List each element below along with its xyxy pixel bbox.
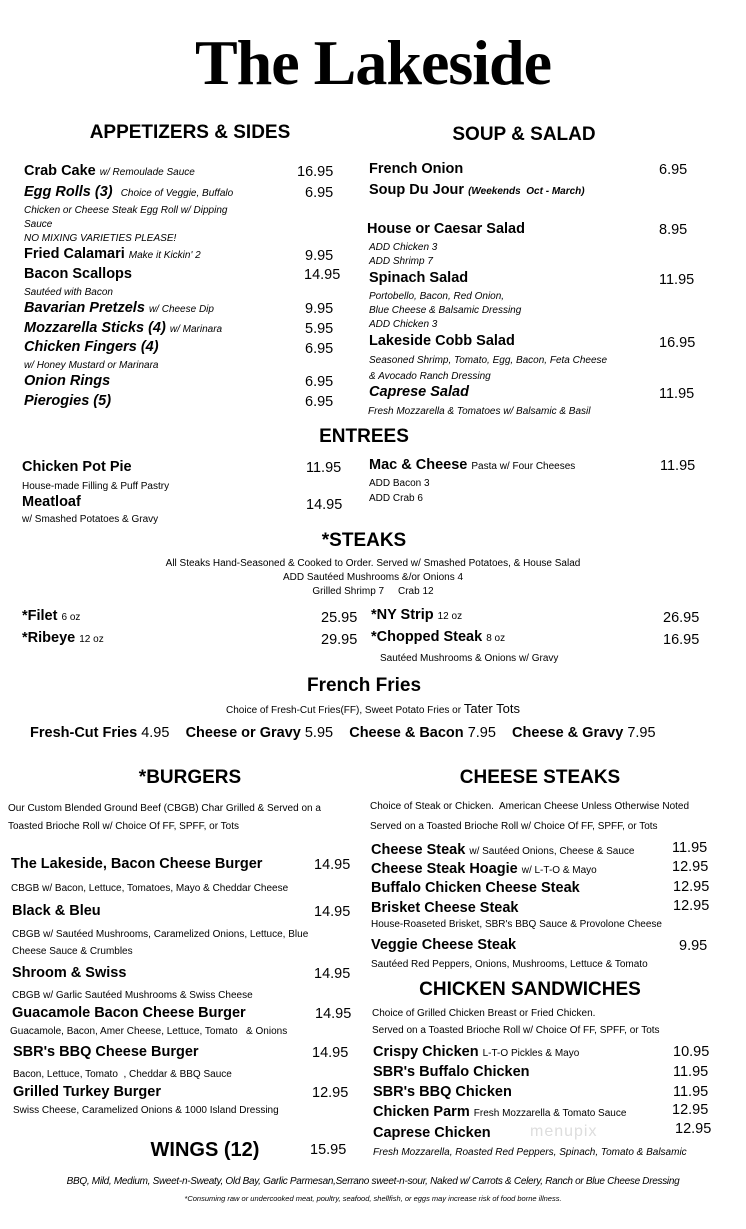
menu-item-desc: Sauce (24, 219, 53, 230)
fries-item-name: Cheese & Bacon (349, 725, 464, 741)
menu-item-desc: Sautéed Mushrooms & Onions w/ Gravy (380, 653, 559, 664)
menu-item-name: Spinach Salad (369, 270, 469, 286)
item-note: w/ Marinara (169, 324, 223, 335)
item-note: Fresh Mozzarella & Tomato Sauce (473, 1108, 627, 1119)
menu-item-price: 12.95 (672, 1102, 709, 1118)
menu-item-price: 11.95 (660, 458, 696, 474)
item-name-text: Chicken Parm (373, 1104, 470, 1120)
menu-item-name (24, 247, 201, 263)
menu-item-name: French Onion (369, 161, 464, 177)
menu-item-name: Bacon Scallops (24, 266, 132, 282)
menu-item-name: Black & Bleu (12, 903, 101, 919)
menu-item-price: 14.95 (315, 1006, 352, 1022)
menu-item-name: SBR's BBQ Chicken (373, 1084, 512, 1100)
wings-flavors: BBQ, Mild, Medium, Sweet-n-Sweaty, Old Bay, Garlic Parmesan,Serrano sweet-n-sour, Naked w/ Carrots & Celery, Ranch or Blue Cheese Dressing (66, 1176, 680, 1187)
fries-item-price: 7.95 (627, 725, 656, 741)
item-name-text: Mac & Cheese (369, 457, 468, 473)
menu-item-desc: Blue Cheese & Balsamic Dressing (369, 305, 522, 316)
menu-item-price: 25.95 (321, 610, 358, 626)
menu-item-name: Meatloaf (22, 494, 81, 510)
item-name-text: Crispy Chicken (373, 1044, 479, 1060)
menu-item-name: Grilled Turkey Burger (13, 1084, 161, 1100)
item-name-text: Crab Cake (24, 163, 96, 179)
disclaimer: *Consuming raw or undercooked meat, poultry, seafood, shellfish, or eggs may increase risk of food borne illness. (184, 1194, 562, 1203)
menu-item-price: 6.95 (305, 374, 334, 390)
entrees-heading: ENTREES (319, 426, 409, 447)
menu-item-price: 11.95 (672, 840, 708, 856)
item-note: w/ Sautéed Onions, Cheese & Sauce (469, 846, 635, 857)
menu-item-desc: Sautéed with Bacon (24, 287, 113, 298)
menu-item-price: 5.95 (305, 321, 334, 337)
item-note: Make it Kickin' 2 (128, 250, 201, 261)
menu-item-price: 14.95 (314, 904, 351, 920)
menu-item-price: 11.95 (673, 1064, 709, 1080)
menu-item-name (371, 630, 505, 646)
cheese-steaks-heading: CHEESE STEAKS (459, 767, 621, 788)
steaks-heading: *STEAKS (321, 530, 407, 551)
menu-item-desc: Chicken or Cheese Steak Egg Roll w/ Dipping (24, 205, 228, 216)
menu-item-price: 6.95 (305, 341, 334, 357)
menu-item-name (24, 321, 222, 337)
item-name-text: Egg Rolls (3) (24, 184, 113, 200)
menu-item-desc: Cheese Sauce & Crumbles (12, 946, 133, 957)
menu-item-name (369, 183, 585, 199)
menu-item-price: 16.95 (297, 164, 334, 180)
item-note: w/ L-T-O & Mayo (521, 865, 597, 876)
fries-item-name: Fresh-Cut Fries (30, 725, 138, 741)
menu-item-price: 10.95 (673, 1044, 710, 1060)
item-note: 12 oz (79, 634, 104, 645)
menu-item-price: 6.95 (305, 394, 334, 410)
menu-item-name (369, 458, 575, 474)
menu-item-name: SBR's Buffalo Chicken (373, 1064, 530, 1080)
menu-item-desc: w/ Smashed Potatoes & Gravy (22, 514, 159, 525)
menu-item-desc: ADD Chicken 3 (369, 242, 438, 253)
menu-item-price: 16.95 (659, 335, 696, 351)
menu-item-name: Onion Rings (24, 373, 111, 389)
steaks-intro: Grilled Shrimp 7 Crab 12 (312, 586, 434, 597)
fries-item-name: Cheese or Gravy (185, 725, 301, 741)
menu-item-desc: ADD Crab 6 (369, 493, 423, 504)
menu-item-name: The Lakeside, Bacon Cheese Burger (11, 856, 263, 872)
burgers-heading: *BURGERS (138, 767, 242, 788)
menu-item-price: 12.95 (312, 1085, 349, 1101)
item-note: w/ Remoulade Sauce (99, 167, 195, 178)
fries-item-price: 5.95 (304, 725, 334, 741)
menu-item-desc: ADD Bacon 3 (369, 478, 430, 489)
menu-item-desc: Swiss Cheese, Caramelized Onions & 1000 Island Dressing (13, 1105, 279, 1116)
menu-item-price: 29.95 (321, 632, 358, 648)
menu-item-name: Shroom & Swiss (12, 965, 127, 981)
watermark: menupix (530, 1123, 598, 1140)
fries-intro (0, 702, 746, 717)
menu-item-name (22, 609, 80, 625)
item-name-text: Cheese Steak Hoagie (371, 861, 518, 877)
item-name-text: *Filet (22, 608, 58, 624)
menu-item-desc: ADD Chicken 3 (369, 319, 438, 330)
restaurant-title: The Lakeside (194, 27, 552, 98)
menu-item-price: 14.95 (312, 1045, 349, 1061)
fries-item-price: 7.95 (467, 725, 496, 741)
menu-item-name: Buffalo Chicken Cheese Steak (371, 880, 580, 896)
menu-item-name: Chicken Fingers (4) (24, 339, 159, 355)
chicken-intro: Served on a Toasted Brioche Roll w/ Choice Of FF, SPFF, or Tots (372, 1025, 660, 1036)
menu-item-desc: & Avocado Ranch Dressing (369, 371, 491, 382)
menu-item-price: 11.95 (306, 460, 342, 476)
item-name-text: Fried Calamari (24, 246, 125, 262)
item-name-text: *Chopped Steak (371, 629, 483, 645)
menu-item-name (24, 185, 233, 201)
menu-item-price: 26.95 (663, 610, 700, 626)
item-name-text: *Ribeye (22, 630, 76, 646)
menu-item-price: 12.95 (672, 859, 709, 875)
menu-item-desc: House-Roaseted Brisket, SBR's BBQ Sauce & Provolone Cheese (371, 919, 662, 930)
item-name-text: Soup Du Jour (369, 182, 465, 198)
menu-item-price: 8.95 (659, 222, 688, 238)
item-note: Pasta w/ Four Cheeses (471, 461, 576, 472)
menu-item-desc: CBGB w/ Sautéed Mushrooms, Caramelized Onions, Lettuce, Blue (12, 929, 309, 940)
menu-item-name (373, 1045, 579, 1061)
menu-item-name: House or Caesar Salad (367, 221, 525, 237)
menu-item-price: 12.95 (673, 879, 710, 895)
item-name-text: Mozzarella Sticks (4) (24, 320, 166, 336)
menu-item-desc: CBGB w/ Garlic Sautéed Mushrooms & Swiss Cheese (12, 990, 253, 1001)
menu-item-price: 12.95 (673, 898, 710, 914)
cheese-steaks-intro: Choice of Steak or Chicken. American Cheese Unless Otherwise Noted (370, 801, 690, 812)
menu-item-name (24, 164, 195, 180)
menu-item-price: 14.95 (304, 267, 341, 283)
menu-item-name: Lakeside Cobb Salad (369, 333, 515, 349)
menu-item-desc: Seasoned Shrimp, Tomato, Egg, Bacon, Feta Cheese (369, 355, 608, 366)
menu-item-price: 6.95 (659, 162, 688, 178)
fries-intro-tots: Tater Tots (463, 701, 520, 716)
fries-item-name: Cheese & Gravy (512, 725, 624, 741)
appetizers-heading: APPETIZERS & SIDES (89, 122, 291, 143)
menu-item-price: 6.95 (305, 185, 334, 201)
menu-item-name (24, 301, 214, 317)
menu-item-name (373, 1105, 626, 1121)
menu-item-name (371, 608, 462, 624)
menu-item-name: SBR's BBQ Cheese Burger (13, 1044, 199, 1060)
menu-item-price: 14.95 (314, 857, 351, 873)
steaks-intro: All Steaks Hand-Seasoned & Cooked to Order. Served w/ Smashed Potatoes, & House Salad (165, 558, 581, 569)
menu-item-name (371, 843, 634, 859)
menu-item-name: Pierogies (5) (24, 393, 112, 409)
wings-heading: WINGS (12) (150, 1139, 260, 1161)
item-name-text: Bavarian Pretzels (24, 300, 145, 316)
menu-item-desc: ADD Shrimp 7 (369, 256, 433, 267)
fries-heading: French Fries (306, 675, 422, 696)
menu-item-name: Chicken Pot Pie (22, 459, 132, 475)
menu-item-name: Guacamole Bacon Cheese Burger (12, 1005, 246, 1021)
item-name-text: *NY Strip (371, 607, 434, 623)
menu-item-price: 9.95 (679, 938, 708, 954)
menu-item-price: 12.95 (675, 1121, 712, 1137)
cheese-steaks-intro: Served on a Toasted Brioche Roll w/ Choice Of FF, SPFF, or Tots (370, 821, 658, 832)
menu-item-name (22, 631, 104, 647)
menu-item-price: 16.95 (663, 632, 700, 648)
menu-item-price: 11.95 (659, 386, 695, 402)
menu-item-desc: w/ Honey Mustard or Marinara (24, 360, 159, 371)
menu-item-price: 11.95 (673, 1084, 709, 1100)
item-name-text: Cheese Steak (371, 842, 466, 858)
menu-item-price: 9.95 (305, 248, 334, 264)
menu-item-price: 14.95 (314, 966, 351, 982)
menu-item-name (371, 862, 597, 878)
menu-item-price: 14.95 (306, 497, 343, 513)
menu-item-name: Veggie Cheese Steak (371, 937, 517, 953)
burgers-intro: Toasted Brioche Roll w/ Choice Of FF, SPFF, or Tots (8, 821, 240, 832)
steaks-intro: ADD Sautéed Mushrooms &/or Onions 4 (282, 572, 464, 583)
menu-item-price: 9.95 (305, 301, 334, 317)
menu-item-desc: Bacon, Lettuce, Tomato , Cheddar & BBQ Sauce (13, 1069, 232, 1080)
menu-item-desc: NO MIXING VARIETIES PLEASE! (24, 233, 177, 244)
wings-price: 15.95 (310, 1142, 347, 1158)
item-note: 8 oz (486, 633, 506, 644)
menu-item-desc: Portobello, Bacon, Red Onion, (369, 291, 505, 302)
menu-item-name: Caprese Chicken (373, 1125, 491, 1141)
item-note: 6 oz (61, 612, 81, 623)
soup-salad-heading: SOUP & SALAD (452, 124, 596, 145)
chicken-sandwiches-heading: CHICKEN SANDWICHES (419, 979, 641, 1000)
burgers-intro: Our Custom Blended Ground Beef (CBGB) Char Grilled & Served on a (8, 803, 321, 814)
menu-item-name: Brisket Cheese Steak (371, 900, 519, 916)
item-note: L-T-O Pickles & Mayo (482, 1048, 580, 1059)
fries-intro-text: Choice of Fresh-Cut Fries(FF), Sweet Potato Fries or (226, 705, 462, 716)
menu-item-name: Caprese Salad (369, 384, 469, 400)
fries-item-price: 4.95 (141, 725, 170, 741)
menu-item-desc: Fresh Mozzarella & Tomatoes w/ Balsamic & Basil (368, 406, 591, 417)
chicken-intro: Choice of Grilled Chicken Breast or Fried Chicken. (372, 1008, 596, 1019)
item-note: (Weekends Oct - March) (468, 186, 585, 197)
menu-item-desc: Fresh Mozzarella, Roasted Red Peppers, Spinach, Tomato & Balsamic (373, 1147, 687, 1158)
menu-item-price: 11.95 (659, 272, 695, 288)
item-note: 12 oz (437, 611, 463, 622)
menu-item-desc: Sautéed Red Peppers, Onions, Mushrooms, Lettuce & Tomato (371, 959, 648, 970)
fries-row (30, 726, 656, 742)
item-note: Choice of Veggie, Buffalo (120, 188, 234, 199)
menu-item-desc: House-made Filling & Puff Pastry (22, 481, 170, 492)
item-note: w/ Cheese Dip (148, 304, 214, 315)
menu-item-desc: CBGB w/ Bacon, Lettuce, Tomatoes, Mayo & Cheddar Cheese (11, 883, 289, 894)
menu-item-desc: Guacamole, Bacon, Amer Cheese, Lettuce, Tomato & Onions (10, 1026, 288, 1037)
